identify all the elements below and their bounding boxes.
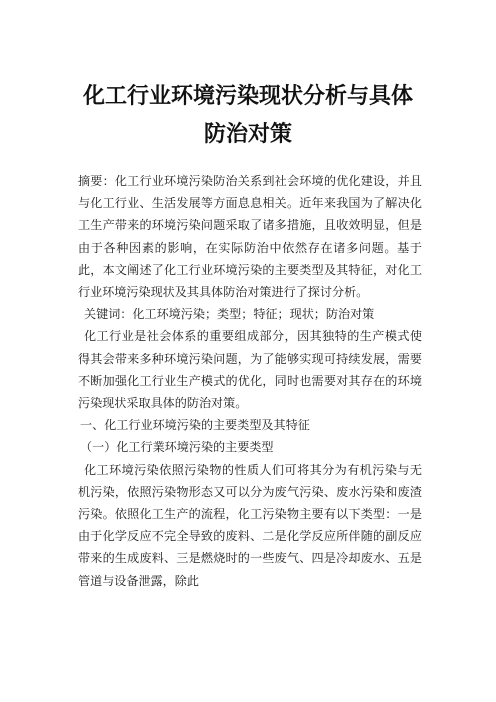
section-heading-1: 一、化工行业环境污染的主要类型及其特征 <box>80 418 310 433</box>
intro-paragraph: 化工行业是社会体系的重要组成部分，因其独特的生产模式使得其会带来多种环境污染问题，为了能够实现可持续发展，需要不断加强化工行业生产模式的优化，同时也需要对其存在的环境污染现状采取具体的防治对策。 <box>78 329 422 411</box>
document-title-line-1: 化工行业环境污染现状分析与具体 <box>82 84 413 109</box>
subsection-paragraph-1-1: 化工环境污染依照污染物的性质人们可将其分为有机污染与无机污染，依照污染物形态又可以分为废气污染、废水污染和废渣污染。依照化工生产的流程，化工污染物主要有以下类型：一是由于化学反应不完全导致的废料、二是化学反应所伴随的副反应带来的生成废料、三是燃烧时的一些废气、四是冷却废水、五是管道与设备泄露，除此 <box>78 462 422 588</box>
abstract-paragraph: 摘要：化工行业环境污染防治关系到社会环境的优化建设，并且与化工行业、生活发展等方面息息相关。近年来我国为了解决化工生产带来的环境污染问题采取了诸多措施，且收效明显，但是由于各种因素的影响，在实际防治中依然存在诸多问题。基于此，本文阐述了化工行业环境污染的主要类型及其特征，对化工行业环境污染现状及其具体防治对策进行了探讨分析。 <box>78 174 422 300</box>
document-body <box>78 170 422 592</box>
keywords-line: 关键词：化工环境污染；类型；特征；现状；防治对策 <box>84 307 375 322</box>
subsection-heading-1-1: （一）化工行業环境污染的主要类型 <box>80 440 274 455</box>
document-title-line-2: 防治对策 <box>203 122 292 147</box>
